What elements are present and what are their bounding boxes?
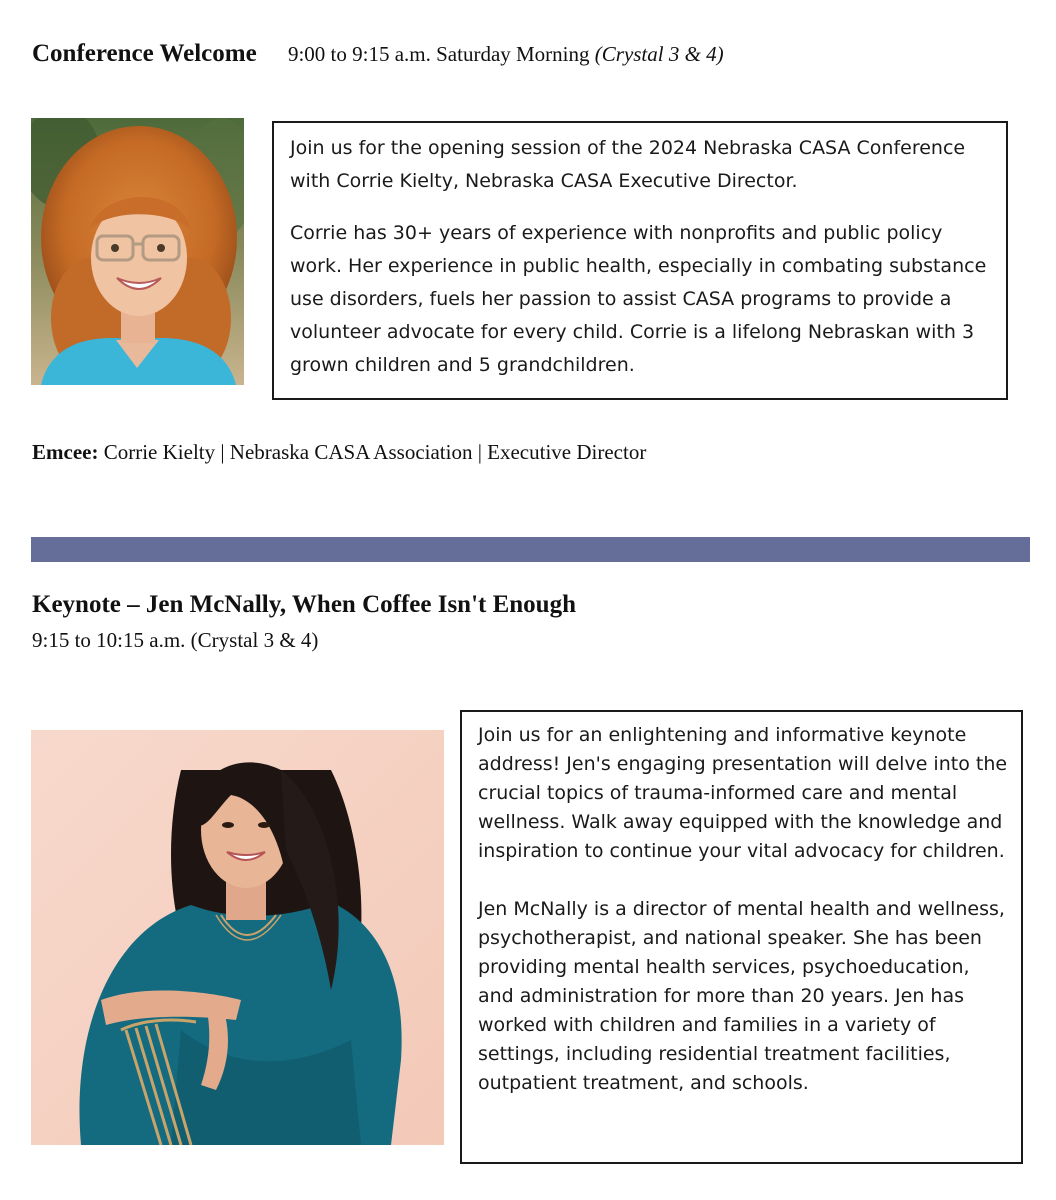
welcome-description-box: [272, 121, 1008, 400]
keynote-time-room: 9:15 to 10:15 a.m. (Crystal 3 & 4): [32, 628, 319, 652]
welcome-paragraph-1: Join us for the opening session of the 2024 Nebraska CASA Conference with Corrie Kielty, Nebraska CASA Executive Director.: [290, 137, 966, 192]
section-divider: [31, 537, 1030, 562]
keynote-paragraph-2: Jen McNally is a director of mental health and wellness, psychotherapist, and national speaker. She has been providing mental health services, psychoeducation, and administration for more than 20 years. Jen has worked with children and families in a variety of settings, including residential treatment facilities, outpatient treatment, and schools.: [478, 898, 1005, 1094]
keynote-title: Keynote – Jen McNally, When Coffee Isn't Enough: [32, 591, 576, 618]
keynote-paragraph-1: Join us for an enlightening and informative keynote address! Jen's engaging presentation will delve into the crucial topics of trauma-informed care and mental wellness. Walk away equipped with the knowledge and inspiration to continue your vital advocacy for children.: [478, 724, 1008, 862]
speaker-photo-corrie: [31, 118, 244, 385]
welcome-heading: [32, 40, 724, 68]
welcome-room: (Crystal 3 & 4): [594, 42, 724, 66]
welcome-paragraph-2: Corrie has 30+ years of experience with nonprofits and public policy work. Her experience in public health, especially in combating substance use disorders, fuels her passion to assist CASA programs to provide a volunteer advocate for every child. Corrie is a lifelong Nebraskan with 3 grown children and 5 grandchildren.: [290, 222, 987, 376]
emcee-label: Emcee:: [32, 440, 99, 464]
emcee-line: [32, 440, 646, 465]
welcome-time: 9:00 to 9:15 a.m. Saturday Morning: [287, 42, 590, 66]
keynote-description-box: [460, 710, 1023, 1164]
welcome-title: Conference Welcome: [32, 40, 257, 67]
speaker-photo-jen: [31, 730, 444, 1145]
emcee-text: Corrie Kielty | Nebraska CASA Association | Executive Director: [103, 440, 647, 464]
